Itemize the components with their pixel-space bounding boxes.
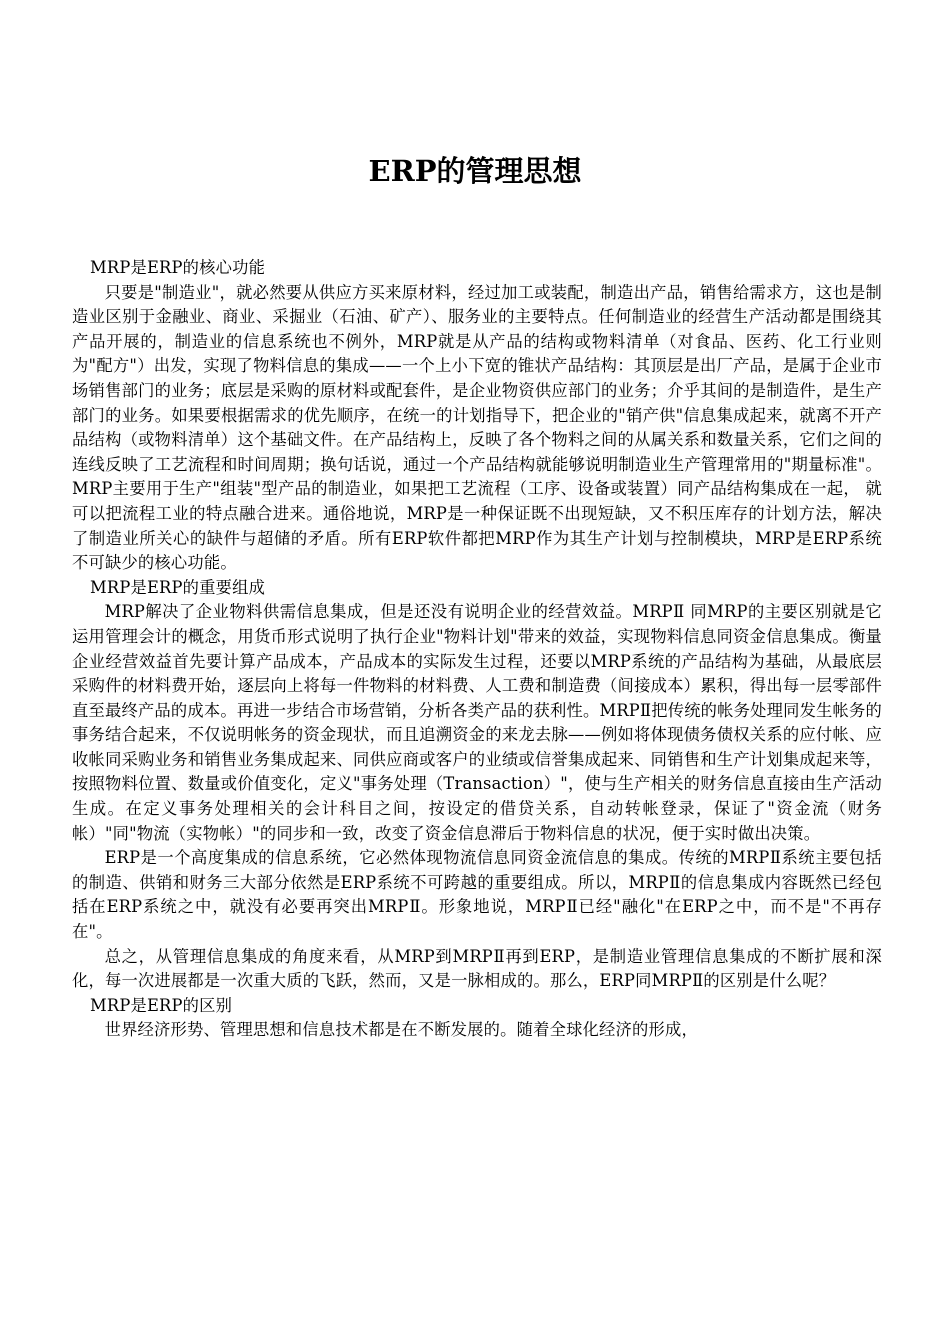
- section-mrp-component: [72, 576, 882, 994]
- section-mrp-difference: [72, 994, 882, 1043]
- section-heading: MRP是ERP的核心功能: [90, 258, 266, 277]
- section-heading: MRP是ERP的重要组成: [90, 577, 266, 597]
- paragraph: ERP是一个高度集成的信息系统，它必然体现物流信息同资金流信息的集成。传统的MRPⅡ系统主要包括的制造、供销和财务三大部分依然是ERP系统不可跨越的重要组成。所以，MRPⅡ的信息集成内容既然已经包括在ERP系统之中，就没有必要再突出MRPⅡ。形象地说，MRPⅡ已经"融化"在ERP之中，而不是"不再存在"。: [72, 848, 882, 942]
- paragraph: MRP解决了企业物料供需信息集成，但是还没有说明企业的经营效益。MRPⅡ 同MRP的主要区别就是它运用管理会计的概念，用货币形式说明了执行企业"物料计划"带来的效益，实现物料信息同资金信息集成。衡量企业经营效益首先要计算产品成本，产品成本的实际发生过程，还要以MRP系统的产品结构为基础，从最底层采购件的材料费开始，逐层向上将每一件物料的材料费、人工费和制造费（间接成本）累积，得出每一层零部件直至最终产品的成本。再进一步结合市场营销，分析各类产品的获利性。MRPⅡ把传统的帐务处理同发生帐务的事务结合起来，不仅说明帐务的资金现状，而且追溯资金的来龙去脉——例如将体现债务债权关系的应付帐、应收帐同采购业务和销售业务集成起来、同供应商或客户的业绩或信誉集成起来、同销售和生产计划集成起来等，按照物料位置、数量或价值变化，定义"事务处理（Transaction）"，使与生产相关的财务信息直接由生产活动生成。在定义事务处理相关的会计科目之间，按设定的借贷关系，自动转帐登录，保证了"资金流（财务帐）"同"物流（实物帐）"的同步和一致，改变了资金信息滞后于物料信息的状况，便于实时做出决策。: [72, 602, 882, 843]
- paragraph: 世界经济形势、管理思想和信息技术都是在不断发展的。随着全球化经济的形成，: [104, 1020, 698, 1040]
- document-body: [72, 256, 882, 1043]
- paragraph: 只要是"制造业"，就必然要从供应方买来原材料，经过加工或装配，制造出产品，销售给需求方，这也是制造业区别于金融业、商业、采掘业（石油、矿产）、服务业的主要特点。任何制造业的经营生产活动都是围绕其产品开展的，制造业的信息系统也不例外，MRP就是从产品的结构或物料清单（对食品、医药、化工行业则为"配方"）出发，实现了物料信息的集成——一个上小下宽的锥状产品结构：其顶层是出厂产品，是属于企业市场销售部门的业务；底层是采购的原材料或配套件，是企业物资供应部门的业务；介乎其间的是制造件，是生产部门的业务。如果要根据需求的优先顺序，在统一的计划指导下，把企业的"销产供"信息集成起来，就离不开产品结构（或物料清单）这个基础文件。在产品结构上，反映了各个物料之间的从属关系和数量关系，它们之间的连线反映了工艺流程和时间周期；换句话说，通过一个产品结构就能够说明制造业生产管理常用的"期量标准"。MRP主要用于生产"组装"型产品的制造业，如果把工艺流程（工序、设备或装置）同产品结构集成在一起， 就可以把流程工业的特点融合进来。通俗地说，MRP是一种保证既不出现短缺，又不积压库存的计划方法，解决了制造业所关心的缺件与超储的矛盾。所有ERP软件都把MRP作为其生产计划与控制模块，MRP是ERP系统不可缺少的核心功能。: [72, 282, 882, 573]
- section-mrp-core: [72, 256, 882, 576]
- document-title: ERP的管理思想: [368, 154, 582, 189]
- section-heading: MRP是ERP的区别: [90, 995, 233, 1015]
- paragraph: 总之，从管理信息集成的角度来看，从MRP到MRPⅡ再到ERP，是制造业管理信息集成的不断扩展和深化，每一次进展都是一次重大质的飞跃，然而，又是一脉相成的。那么，ERP同MRPⅡ的区别是什么呢？: [72, 946, 882, 991]
